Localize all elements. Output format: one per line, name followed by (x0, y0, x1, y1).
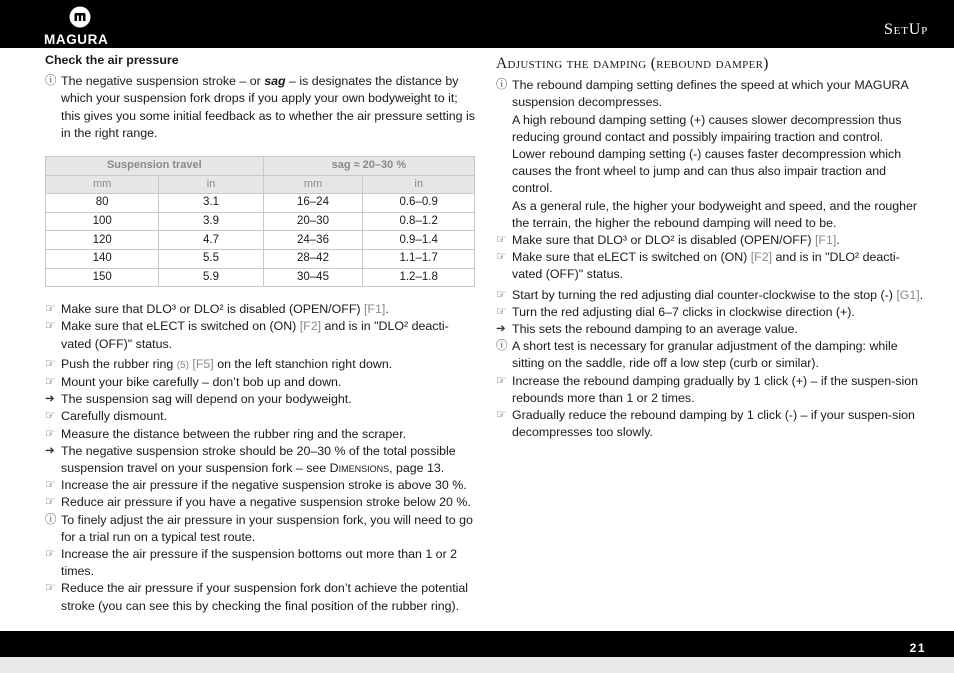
table-cell: 30–45 (263, 268, 363, 287)
result-stroke: ➔ The negative suspension stroke should be 20–30 % of the total possible suspension travel on your suspension fork – see Dimensions, page 13. (45, 443, 456, 475)
table-cell: 0.8–1.2 (363, 212, 475, 231)
hand-pointing-icon: ☞ (45, 548, 56, 561)
step-bottoms-out: ☞ Increase the air pressure if the suspension bottoms out more than 1 or 2 times. (45, 547, 458, 579)
result-sag: ➔ The suspension sag will depend on your bodyweight. (45, 391, 477, 408)
result-average: ➔ This sets the rebound damping to an average value. (496, 321, 926, 338)
sag-table (45, 156, 475, 287)
part-number: (5) (176, 359, 189, 371)
table-cell: 28–42 (263, 249, 363, 268)
table-cell: 3.1 (159, 194, 263, 213)
magura-logo (44, 6, 118, 48)
hand-pointing-icon: ☞ (496, 234, 507, 247)
right-column (496, 52, 926, 441)
step-measure: ☞ Measure the distance between the rubber ring and the scraper. (45, 426, 477, 443)
step-increase-rebound: ☞ Increase the rebound damping gradually by 1 click (+) – if the suspen-sion rebounds more than 1 or 2 times. (496, 373, 919, 405)
table-row (46, 212, 475, 231)
table-cell: 80 (46, 194, 159, 213)
table-cell: 20–30 (263, 212, 363, 231)
hand-pointing-icon: ☞ (45, 375, 56, 388)
table-cell: 5.9 (159, 268, 263, 287)
table-row (46, 194, 475, 213)
table-row (46, 231, 475, 250)
info-fine-adjust: ⓘ To finely adjust the air pressure in your suspension fork, you will need to go for a trial run on a typical test route. (45, 512, 473, 544)
hand-pointing-icon: ☞ (496, 305, 507, 318)
table-unit: mm (263, 175, 363, 194)
page-number: 21 (909, 641, 926, 655)
table-cell: 0.9–1.4 (363, 231, 475, 250)
hand-pointing-icon: ☞ (45, 320, 56, 333)
arrow-right-icon: ➔ (496, 323, 506, 336)
table-cell: 1.1–1.7 (363, 249, 475, 268)
info-icon: ⓘ (45, 513, 57, 526)
step-dial-counterclockwise: ☞ Start by turning the red adjusting dial counter-clockwise to the stop (-) [G1]. (496, 287, 926, 304)
step-dismount: ☞ Carefully dismount. (45, 408, 477, 425)
table-cell: 24–36 (263, 231, 363, 250)
table-row (46, 268, 475, 287)
info-icon: ⓘ (496, 79, 508, 92)
header-bar (0, 0, 954, 48)
table-cell: 1.2–1.8 (363, 268, 475, 287)
arrow-right-icon: ➔ (45, 393, 55, 406)
table-cell: 150 (46, 268, 159, 287)
figure-ref: [G1] (896, 287, 920, 302)
info-short-test: ⓘ A short test is necessary for granular adjustment of the damping: while sitting on the saddle, ride off a low step (curb or similar). (496, 339, 898, 371)
rebound-info-p4: As a general rule, the higher your bodyweight and speed, and the rougher the terrain, the higher the rebound damping will need to be. (512, 198, 918, 230)
dimensions-link[interactable]: Dimensions, (329, 461, 393, 475)
table-units-row (46, 175, 475, 194)
figure-ref: [F5] (188, 356, 214, 371)
table-header-sag: sag ≈ 20–30 % (263, 157, 474, 176)
section-title: SetUp (883, 21, 928, 38)
table-header-travel: Suspension travel (46, 157, 264, 176)
figure-ref: [F1] (363, 302, 386, 317)
step-push-ring: ☞ Push the rubber ring (5) [F5] on the left stanchion right down. (45, 356, 477, 374)
rebound-info-p3: Lower rebound damping setting (-) causes faster decompression which causes the front wheel to jump and can thus also impair traction and control. (512, 147, 902, 196)
sag-info: ⓘ The negative suspension stroke – or sag – is designates the distance by which your suspension fork drops if you apply your own bodyweight to it; this gives you some initial feedback as to whether the air pressure setting is in the right range. (45, 74, 475, 140)
info-icon: ⓘ (496, 340, 508, 353)
step-dial-clockwise: ☞ Turn the red adjusting dial 6–7 clicks in clockwise direction (+). (496, 304, 926, 321)
step-mount-bike: ☞ Mount your bike carefully – don’t bob up and down. (45, 374, 477, 391)
step-reduce-rebound: ☞ Gradually reduce the rebound damping by 1 click (-) – if your suspen-sion decompresses too slowly. (496, 408, 915, 440)
hand-pointing-icon: ☞ (45, 357, 56, 370)
hand-pointing-icon: ☞ (496, 251, 507, 264)
damping-heading: Adjusting the damping (rebound damper) (496, 55, 769, 72)
step-elect-on: ☞ Make sure that eLECT is switched on (ON) [F2] and is in "DLO² deacti-vated (OFF)" status. (496, 250, 900, 282)
step-increase-pressure: ☞ Increase the air pressure if the negative suspension stroke is above 30 %. (45, 477, 477, 494)
arrow-right-icon: ➔ (45, 444, 55, 457)
step-elect-on: ☞ Make sure that eLECT is switched on (ON) [F2] and is in "DLO² deacti-vated (OFF)" status. (45, 319, 449, 351)
footer-strip (0, 657, 954, 673)
table-unit: in (159, 175, 263, 194)
rebound-info (496, 77, 926, 232)
magura-logo-icon (69, 6, 91, 28)
step-disable-dlo: ☞ Make sure that DLO³ or DLO² is disabled (OPEN/OFF) [F1]. (45, 301, 477, 318)
hand-pointing-icon: ☞ (45, 427, 56, 440)
step-disable-dlo: ☞ Make sure that DLO³ or DLO² is disabled (OPEN/OFF) [F1]. (496, 232, 926, 249)
hand-pointing-icon: ☞ (496, 288, 507, 301)
hand-pointing-icon: ☞ (496, 409, 507, 422)
table-cell: 140 (46, 249, 159, 268)
hand-pointing-icon: ☞ (45, 303, 56, 316)
table-unit: in (363, 175, 475, 194)
figure-ref: [F2] (750, 250, 773, 265)
hand-pointing-icon: ☞ (45, 582, 56, 595)
footer-bar (0, 631, 954, 657)
table-cell: 0.6–0.9 (363, 194, 475, 213)
table-cell: 5.5 (159, 249, 263, 268)
hand-pointing-icon: ☞ (45, 410, 56, 423)
table-cell: 4.7 (159, 231, 263, 250)
table-header-row (46, 157, 475, 176)
step-not-full-stroke: ☞ Reduce the air pressure if your suspension fork don’t achieve the potential stroke (you can see this by checking the final position of the rubber ring). (45, 581, 469, 613)
left-column (45, 52, 477, 615)
table-unit: mm (46, 175, 159, 194)
step-reduce-pressure: ☞ Reduce air pressure if you have a negative suspension stroke below 20 %. (45, 494, 477, 511)
air-pressure-heading: Check the air pressure (45, 53, 179, 67)
rebound-info-p1: The rebound damping setting defines the speed at which your MAGURA suspension decompresses. (512, 78, 909, 110)
table-cell: 120 (46, 231, 159, 250)
figure-ref: [F1] (814, 233, 837, 248)
figure-ref: [F2] (299, 319, 322, 334)
table-cell: 3.9 (159, 212, 263, 231)
table-cell: 16–24 (263, 194, 363, 213)
hand-pointing-icon: ☞ (45, 496, 56, 509)
rebound-info-p2: A high rebound damping setting (+) causes slower decompression thus reducing ground contact and possibly impairing traction and control. (512, 112, 902, 144)
brand-name: MAGURA (44, 32, 109, 47)
hand-pointing-icon: ☞ (45, 479, 56, 492)
hand-pointing-icon: ☞ (496, 374, 507, 387)
table-row (46, 249, 475, 268)
info-icon: ⓘ (45, 75, 57, 88)
table-cell: 100 (46, 212, 159, 231)
